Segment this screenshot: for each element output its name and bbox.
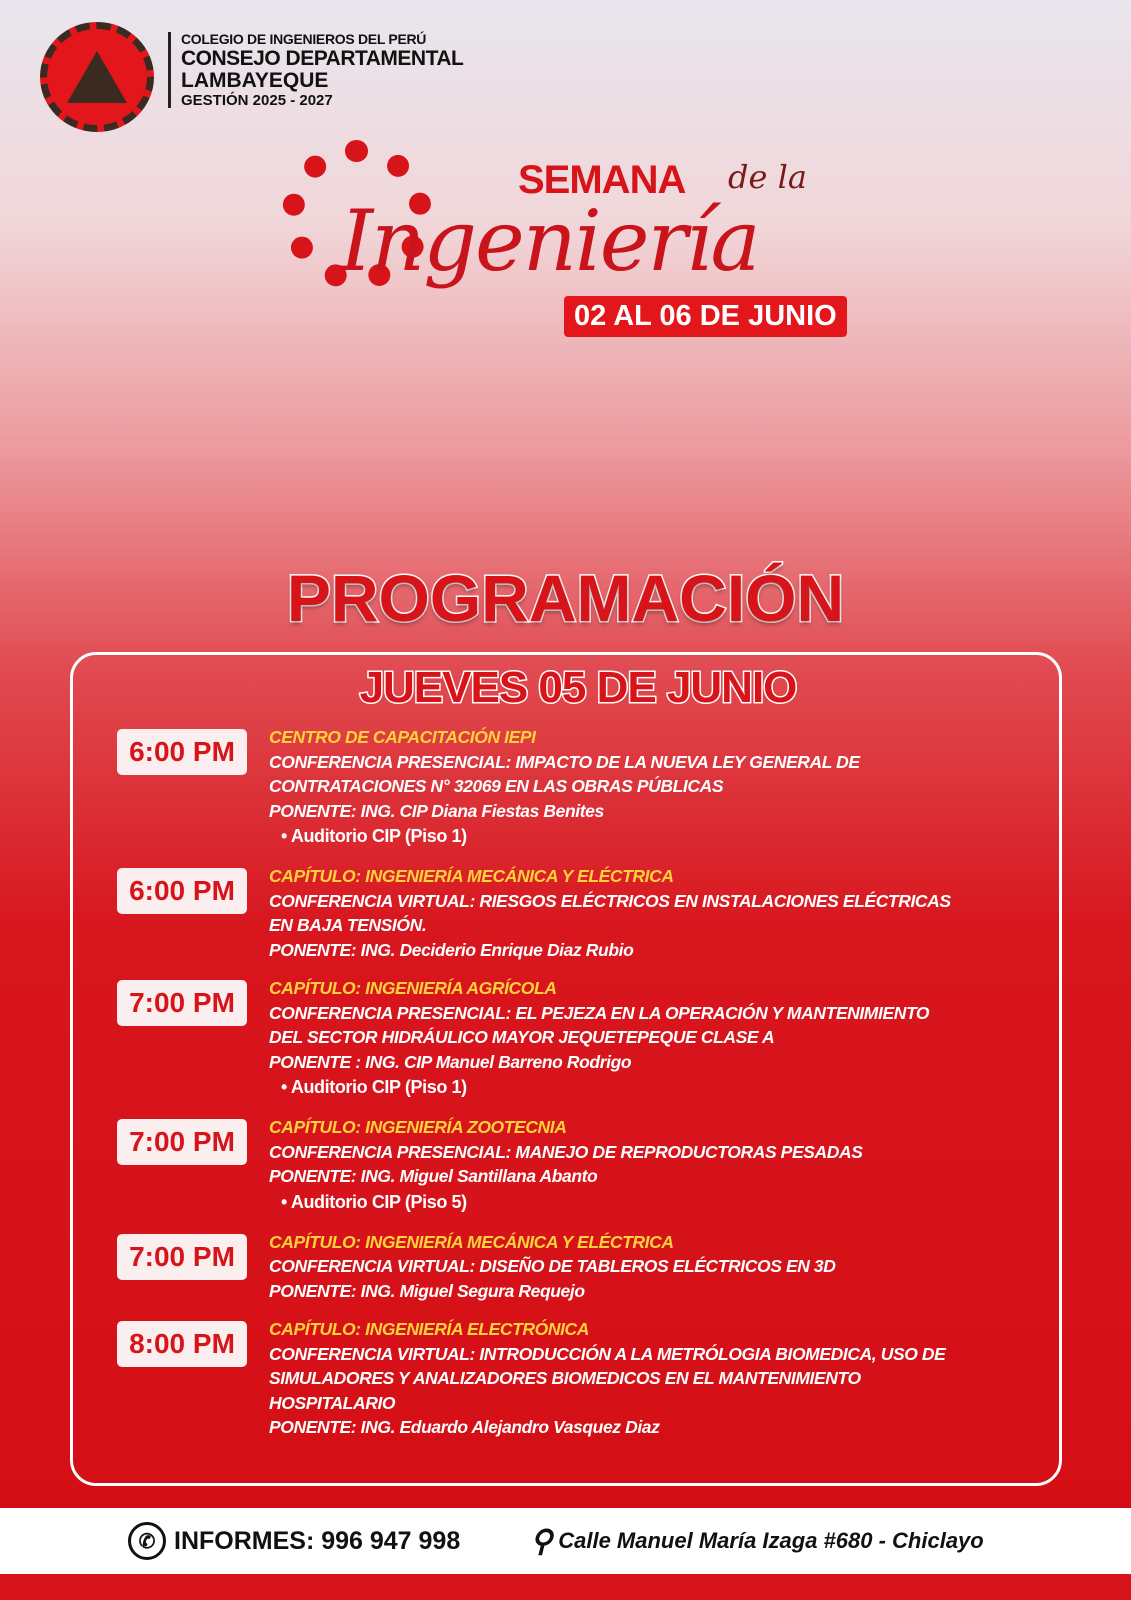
time-badge: 6:00 PM xyxy=(117,868,247,914)
schedule-item xyxy=(117,1230,1039,1304)
event-chapter: CENTRO DE CAPACITACIÓN IEPI xyxy=(269,727,536,747)
event-details xyxy=(269,1115,862,1216)
event-location-text: Auditorio CIP (Piso 1) xyxy=(290,1077,467,1097)
cip-logo xyxy=(40,22,154,132)
event-line: PONENTE: ING. Deciderio Enrique Diaz Rubio xyxy=(269,939,634,960)
event-chapter: CAPÍTULO: INGENIERÍA ZOOTECNIA xyxy=(269,1117,567,1137)
event-location-text: Auditorio CIP (Piso 5) xyxy=(290,1191,467,1212)
time-badge: 7:00 PM xyxy=(117,1119,247,1165)
event-dates-badge: 02 AL 06 DE JUNIO xyxy=(564,296,847,337)
event-line: PONENTE: ING. Miguel Santillana Abanto xyxy=(269,1166,598,1186)
org-line-2: CONSEJO DEPARTAMENTAL xyxy=(181,47,464,70)
event-location: • Auditorio CIP (Piso 5) xyxy=(281,1191,467,1212)
event-line: EN BAJA TENSIÓN. xyxy=(269,915,427,935)
org-line-3: LAMBAYEQUE xyxy=(181,69,329,92)
title-semana: SEMANA xyxy=(518,158,686,202)
schedule-item xyxy=(117,1317,1039,1440)
event-line: DEL SECTOR HIDRÁULICO MAYOR JEQUETEPEQUE CLASE A xyxy=(269,1027,775,1047)
event-line: SIMULADORES Y ANALIZADORES BIOMEDICOS EN EL MANTENIMIENTO xyxy=(269,1368,861,1388)
schedule-panel xyxy=(70,652,1062,1486)
address-info xyxy=(530,1524,983,1559)
cip-triangle-icon xyxy=(67,51,127,103)
event-line: PONENTE: ING. Miguel Segura Requejo xyxy=(269,1280,585,1301)
event-details xyxy=(269,1230,835,1304)
event-details xyxy=(269,1317,945,1440)
event-location: • Auditorio CIP (Piso 1) xyxy=(281,826,467,846)
programacion-heading: PROGRAMACIÓN xyxy=(286,561,845,635)
time-badge: 7:00 PM xyxy=(117,1234,247,1280)
bottom-red-bar xyxy=(0,1574,1131,1600)
address-text: Calle Manuel María Izaga #680 - Chiclayo xyxy=(558,1528,984,1553)
event-details xyxy=(269,976,929,1101)
event-chapter: CAPÍTULO: INGENIERÍA ELECTRÓNICA xyxy=(269,1319,590,1339)
event-line: CONFERENCIA PRESENCIAL: MANEJO DE REPRODUCTORAS PESADAS xyxy=(269,1141,863,1162)
event-line: CONFERENCIA VIRTUAL: RIESGOS ELÉCTRICOS EN INSTALACIONES ELÉCTRICAS xyxy=(269,890,951,911)
event-line: CONFERENCIA VIRTUAL: DISEÑO DE TABLEROS ELÉCTRICOS EN 3D xyxy=(269,1256,836,1276)
schedule-item xyxy=(117,976,1039,1101)
event-chapter: CAPÍTULO: INGENIERÍA MECÁNICA Y ELÉCTRICA xyxy=(269,1231,674,1252)
schedule-item xyxy=(117,864,1039,962)
event-line: CONFERENCIA PRESENCIAL: EL PEJEZA EN LA OPERACIÓN Y MANTENIMIENTO xyxy=(269,1002,930,1023)
event-location-text: Auditorio CIP (Piso 1) xyxy=(290,826,467,846)
event-line: HOSPITALARIO xyxy=(269,1392,396,1413)
event-line: PONENTE: ING. Eduardo Alejandro Vasquez Diaz xyxy=(269,1417,660,1437)
event-line: PONENTE: ING. CIP Diana Fiestas Benites xyxy=(269,800,604,821)
org-line-1: COLEGIO DE INGENIEROS DEL PERÚ xyxy=(181,31,427,47)
title-de-la: de la xyxy=(728,158,807,196)
event-line: CONFERENCIA VIRTUAL: INTRODUCCIÓN A LA METRÓLOGIA BIOMEDICA, USO DE xyxy=(269,1343,946,1364)
event-details xyxy=(269,864,951,962)
phone-text: INFORMES: 996 947 998 xyxy=(174,1526,461,1555)
event-location: • Auditorio CIP (Piso 1) xyxy=(281,1077,467,1097)
day-heading: JUEVES 05 DE JUNIO xyxy=(359,663,797,712)
event-details xyxy=(269,725,860,850)
time-badge: 6:00 PM xyxy=(117,729,247,775)
phone-info xyxy=(128,1522,460,1560)
schedule-item xyxy=(117,1115,1039,1216)
footer-bar xyxy=(0,1508,1131,1574)
event-chapter: CAPÍTULO: INGENIERÍA MECÁNICA Y ELÉCTRICA xyxy=(269,866,674,886)
event-line: PONENTE : ING. CIP Manuel Barreno Rodrigo xyxy=(269,1051,632,1072)
event-chapter: CAPÍTULO: INGENIERÍA AGRÍCOLA xyxy=(269,978,557,998)
phone-icon: ✆ xyxy=(128,1522,166,1560)
event-line: CONTRATACIONES N° 32069 EN LAS OBRAS PÚBLICAS xyxy=(269,776,724,796)
organization-block xyxy=(168,32,463,108)
time-badge: 8:00 PM xyxy=(117,1321,247,1367)
time-badge: 7:00 PM xyxy=(117,980,247,1026)
org-line-4: GESTIÓN 2025 - 2027 xyxy=(181,92,333,109)
location-pin-icon: ⚲ xyxy=(530,1524,553,1558)
event-line: CONFERENCIA PRESENCIAL: IMPACTO DE LA NUEVA LEY GENERAL DE xyxy=(269,751,860,772)
title-ingenieria: Ingeniería xyxy=(340,192,759,290)
schedule-item xyxy=(117,725,1039,850)
